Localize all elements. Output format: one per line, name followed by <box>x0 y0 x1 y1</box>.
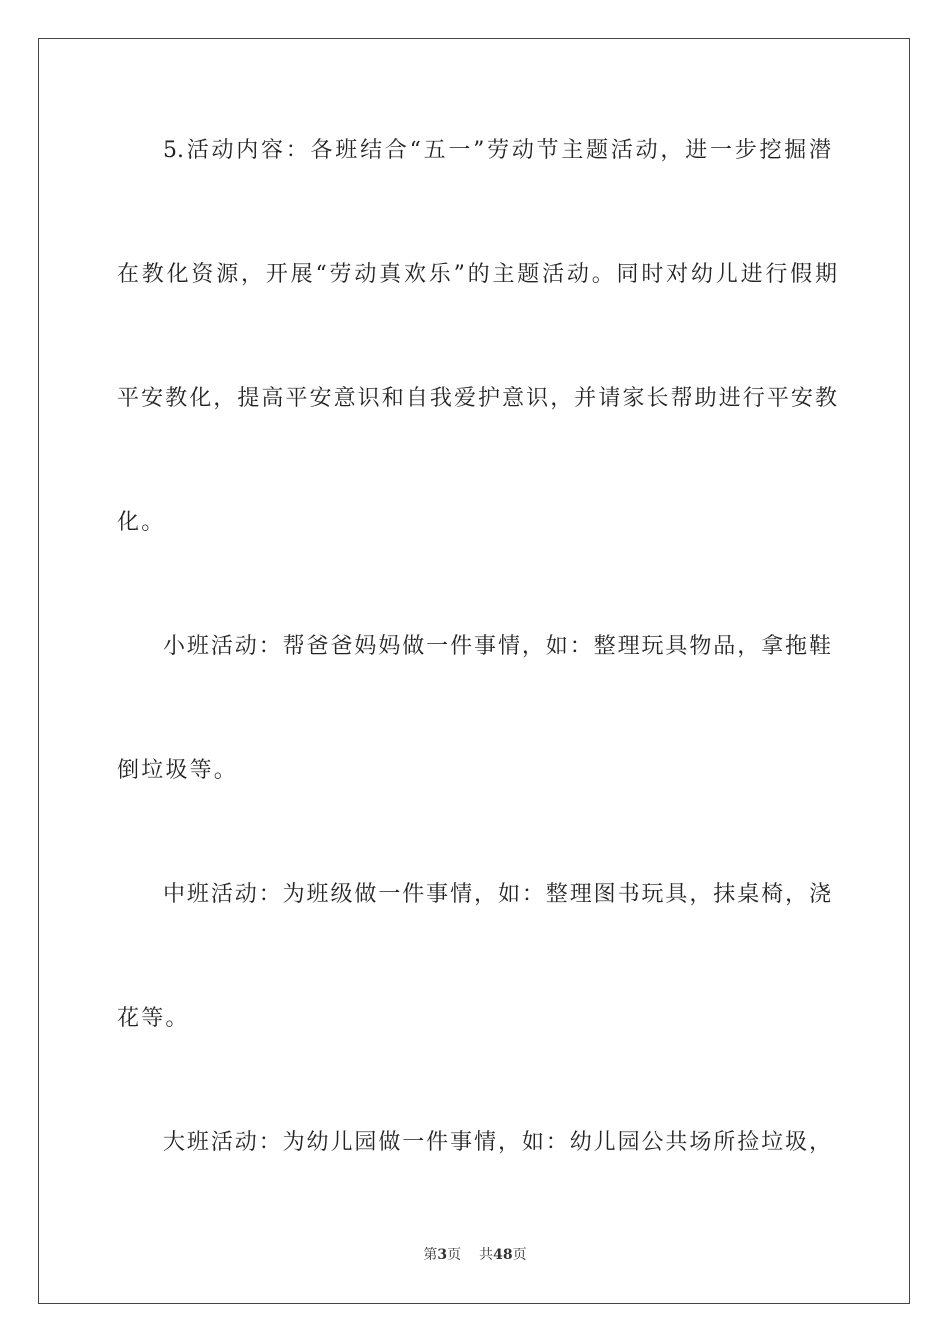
paragraph-line-8: 花等。 <box>117 1006 190 1031</box>
paragraph-line-6: 倒垃圾等。 <box>117 758 239 783</box>
paragraph-line-5: 小班活动：帮爸爸妈妈做一件事情，如：整理玩具物品，拿拖鞋 <box>163 634 831 659</box>
page-prefix: 第 <box>423 1247 438 1263</box>
paragraph-line-3: 平安教化，提高平安意识和自我爱护意识，并请家长帮助进行平安教 <box>117 386 837 411</box>
paragraph-line-7: 中班活动：为班级做一件事情，如：整理图书玩具，抹桌椅，浇 <box>163 882 831 907</box>
total-prefix: 共 <box>479 1247 494 1263</box>
page-footer <box>0 1246 950 1264</box>
page-number: 3 <box>437 1247 448 1263</box>
paragraph-line-1: 5.活动内容：各班结合“五一”劳动节主题活动，进一步挖掘潜 <box>163 138 831 163</box>
total-pages: 48 <box>493 1247 513 1263</box>
paragraph-line-9: 大班活动：为幼儿园做一件事情，如：幼儿园公共场所捡垃圾， <box>163 1130 831 1155</box>
page-suffix: 页 <box>447 1247 462 1263</box>
page-border <box>38 38 910 1304</box>
paragraph-line-2: 在教化资源，开展“劳动真欢乐”的主题活动。同时对幼儿进行假期 <box>117 262 837 287</box>
total-suffix: 页 <box>512 1247 527 1263</box>
paragraph-line-4: 化。 <box>117 510 166 535</box>
